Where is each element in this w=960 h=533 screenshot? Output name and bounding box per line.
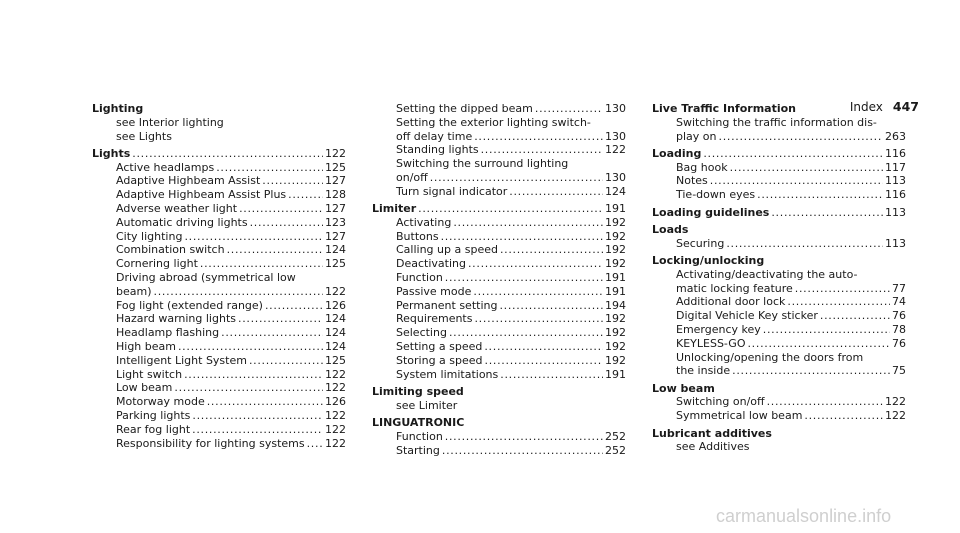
page-ref: 113 [885,236,906,250]
page-ref: 122 [885,409,906,423]
dot-leader [795,282,890,296]
dot-leader [473,285,603,299]
index-subentry-text: Setting the dipped beam [396,102,533,115]
index-term-text: Lighting [92,102,144,115]
dot-leader [154,285,324,299]
dot-leader [445,271,603,285]
index-subentry-text: City lighting [116,229,183,243]
index-term [652,206,906,220]
index-subentry [652,237,906,251]
dot-leader [474,130,603,144]
dot-leader [453,216,603,230]
index-term [652,223,906,237]
index-subentry [92,285,346,299]
index-subentry [92,161,346,175]
index-entry [652,382,906,423]
index-subentry-text: see Limiter [396,398,458,412]
page-ref: 192 [605,243,626,257]
index-column-2 [372,102,626,461]
dot-leader [418,202,603,216]
dot-leader [499,299,603,313]
index-subentry [92,368,346,382]
page-ref: 192 [605,257,626,271]
dot-leader [184,368,323,382]
index-subentry [92,130,346,144]
index-subentry-text: off delay time [396,129,473,143]
index-subentry-text: Activating/deactivating the auto- [676,267,858,281]
index-subentry-text: Notes [676,174,708,188]
dot-leader [239,202,323,216]
index-subentry [92,312,346,326]
index-subentry [652,351,906,365]
index-subentry-text: Storing a speed [396,353,483,367]
index-term [652,427,906,441]
page-ref: 191 [605,271,626,285]
page-ref: 124 [325,243,346,257]
index-term-text: Loading guidelines [652,205,770,219]
page-ref: 127 [325,202,346,216]
dot-leader [221,326,323,340]
index-subentry [92,174,346,188]
index-subentry [652,364,906,378]
index-subentry-text: Hazard warning lights [116,312,236,326]
dot-leader [227,243,323,257]
index-entry [652,147,906,202]
index-entry [92,102,346,143]
index-subentry-text: Switching on/off [676,395,765,409]
page-ref: 128 [325,188,346,202]
index-subentry [652,174,906,188]
index-subentry [652,130,906,144]
index-subentry-text: Function [396,271,443,285]
dot-leader [820,309,890,323]
index-subentry [92,243,346,257]
page-ref: 127 [325,229,346,243]
dot-leader [178,340,323,354]
index-term-text: Lubricant additives [652,426,772,440]
index-subentry [652,395,906,409]
index-term-text: Live Traffic Information [652,102,796,115]
page-ref: 127 [325,174,346,188]
index-term [652,382,906,396]
index-subentry-text: Symmetrical low beam [676,409,803,423]
dot-leader [265,299,323,313]
index-subentry [372,271,626,285]
dot-leader [249,354,323,368]
index-subentry [372,312,626,326]
index-subentry [652,337,906,351]
index-subentry [652,268,906,282]
index-subentry-text: Rear fog light [116,422,191,436]
page-ref: 125 [325,160,346,174]
index-subentry-text: Combination switch [116,243,225,257]
index-subentry [92,354,346,368]
index-subentry-text: Turn signal indicator [396,184,508,198]
page-ref: 113 [885,205,906,219]
index-subentry [92,437,346,451]
dot-leader [771,206,883,220]
page-ref: 116 [885,146,906,160]
page-ref: 192 [605,312,626,326]
page-ref: 122 [325,284,346,298]
index-subentry [372,399,626,413]
page-number: 447 [892,99,919,114]
index-subentry [372,143,626,157]
index-subentry [372,102,626,116]
page-ref: 78 [892,322,906,336]
dot-leader [726,237,883,251]
index-subentry [372,444,626,458]
index-subentry-text: Requirements [396,312,473,326]
index-term [652,102,906,116]
index-subentry-text: KEYLESS-GO [676,336,746,350]
page-ref: 122 [325,422,346,436]
index-subentry-text: Adaptive Highbeam Assist [116,174,261,188]
index-subentry [652,309,906,323]
dot-leader [441,230,603,244]
index-term-text: LINGUATRONIC [372,416,465,430]
index-subentry [372,116,626,130]
index-subentry-text: System limitations [396,367,499,381]
page-ref: 117 [885,160,906,174]
index-subentry [92,216,346,230]
index-subentry [92,340,346,354]
index-subentry-text: Selecting [396,326,447,340]
dot-leader [184,230,323,244]
dot-leader [192,409,323,423]
page-ref: 75 [892,364,906,378]
index-subentry-text: Bag hook [676,160,728,174]
page-ref: 77 [892,281,906,295]
index-subentry [652,295,906,309]
index-subentry [652,161,906,175]
dot-leader [430,171,603,185]
page-ref: 122 [605,143,626,157]
index-term-text: Lights [92,146,131,160]
index-subentry [372,185,626,199]
index-subentry [92,326,346,340]
index-entry [652,254,906,378]
page-ref: 125 [325,257,346,271]
index-subentry [372,230,626,244]
index-subentry-text: Adaptive Highbeam Assist Plus [116,188,287,202]
index-entry [652,206,906,220]
dot-leader [763,323,890,337]
index-subentry-text: Standing lights [396,143,479,157]
dot-leader [474,312,603,326]
dot-leader [500,243,603,257]
page-ref: 116 [885,188,906,202]
dot-leader [732,364,890,378]
index-subentry-text: Setting a speed [396,340,483,354]
index-subentry [372,285,626,299]
dot-leader [442,444,603,458]
dot-leader [468,257,603,271]
page-ref: 130 [605,102,626,115]
dot-leader [445,430,603,444]
page-ref: 252 [605,429,626,443]
index-subentry-text: Low beam [116,381,173,395]
page-ref: 124 [325,312,346,326]
index-subentry [372,171,626,185]
dot-leader [747,337,890,351]
page-ref: 126 [325,298,346,312]
index-entry [92,147,346,451]
dot-leader [485,354,603,368]
index-subentry-text: Headlamp flashing [116,326,220,340]
index-subentry-text: Activating [396,215,452,229]
dot-leader [703,147,883,161]
index-subentry [372,216,626,230]
page-ref: 126 [325,395,346,409]
index-subentry [92,271,346,285]
index-subentry-text: Adverse weather light [116,202,238,216]
dot-leader [192,423,323,437]
index-subentry-text: Switching the traffic information dis- [676,115,877,129]
dot-leader [449,326,603,340]
index-subentry [92,395,346,409]
dot-leader [216,161,323,175]
index-subentry-text: Parking lights [116,409,191,423]
index-subentry [652,188,906,202]
index-subentry-text: Additional door lock [676,295,786,309]
index-column-3 [652,102,906,458]
index-column-1 [92,102,346,454]
index-subentry-text: Starting [396,443,440,457]
index-term-text: Locking/unlocking [652,253,765,267]
page-ref: 122 [325,367,346,381]
page-ref: 194 [605,298,626,312]
index-subentry-text: Driving abroad (symmetrical low [116,271,296,285]
index-subentry-text: Automatic driving lights [116,215,248,229]
index-subentry-text: see Interior lighting [116,115,224,129]
index-entry [652,223,906,251]
index-subentry-text: Unlocking/opening the doors from [676,350,864,364]
page-ref: 124 [325,326,346,340]
index-subentry [92,381,346,395]
index-subentry-text: see Additives [676,440,750,454]
index-subentry [92,230,346,244]
page-ref: 122 [325,436,346,450]
dot-leader [200,257,323,271]
index-subentry [652,409,906,423]
page-ref: 125 [325,353,346,367]
page-ref: 191 [605,202,626,216]
index-subentry-text: Setting the exterior lighting switch- [396,115,591,129]
index-subentry-text: matic locking feature [676,281,793,295]
page-ref: 192 [605,215,626,229]
index-subentry [372,326,626,340]
page-ref: 191 [605,367,626,381]
index-subentry-text: Tie-down eyes [676,188,756,202]
page-ref: 191 [605,284,626,298]
page-ref: 122 [325,146,346,160]
dot-leader [174,381,323,395]
index-entry [372,102,626,199]
index-subentry [372,340,626,354]
dot-leader [787,295,890,309]
index-subentry [92,188,346,202]
index-term-text: Loading [652,146,702,160]
index-subentry [652,116,906,130]
index-subentry [372,130,626,144]
dot-leader [719,130,884,144]
page-ref: 263 [885,129,906,143]
index-subentry-text: Light switch [116,367,183,381]
watermark: carmanualsonline.info [716,506,892,526]
index-subentry [92,202,346,216]
page-ref: 122 [325,409,346,423]
index-subentry [372,354,626,368]
index-subentry-text: Passive mode [396,284,472,298]
page-ref: 74 [892,295,906,309]
dot-leader [250,216,323,230]
index-subentry [92,299,346,313]
index-subentry-text: Motorway mode [116,395,205,409]
page-ref: 113 [885,174,906,188]
index-entry [372,385,626,413]
index-subentry-text: Responsibility for lighting systems [116,436,305,450]
page-ref: 122 [885,395,906,409]
index-subentry [92,409,346,423]
page-ref: 124 [605,184,626,198]
header-label: Index [849,100,883,114]
dot-leader [500,368,603,382]
index-term-text: Limiting speed [372,384,464,398]
index-subentry-text: Intelligent Light System [116,353,247,367]
index-subentry [92,423,346,437]
index-term [92,102,346,116]
index-entry [652,427,906,455]
index-subentry [372,430,626,444]
index-subentry-text: Buttons [396,229,439,243]
index-subentry-text: Switching the surround lighting [396,157,569,171]
index-subentry [372,243,626,257]
index-subentry [372,368,626,382]
index-subentry [92,116,346,130]
index-subentry [92,257,346,271]
dot-leader [757,188,883,202]
dot-leader [207,395,323,409]
page-ref: 192 [605,340,626,354]
dot-leader [132,147,323,161]
index-subentry-text: Function [396,429,443,443]
index-term [652,254,906,268]
index-subentry [652,323,906,337]
dot-leader [307,437,323,451]
page-ref: 76 [892,309,906,323]
index-subentry-text: Cornering light [116,257,198,271]
index-subentry-text: Active headlamps [116,160,215,174]
index-subentry-text: the inside [676,364,731,378]
index-term-text: Loads [652,222,689,236]
index-term [372,385,626,399]
index-subentry-text: beam) [116,284,152,298]
index-term-text: Low beam [652,381,715,395]
page-ref: 252 [605,443,626,457]
index-term [652,147,906,161]
index-term [372,416,626,430]
page-ref: 130 [605,170,626,184]
page-ref: 123 [325,215,346,229]
index-subentry-text: play on [676,129,717,143]
index-subentry [652,282,906,296]
page-ref: 76 [892,336,906,350]
index-entry [372,202,626,381]
dot-leader [262,174,323,188]
index-subentry-text: on/off [396,170,428,184]
dot-leader [481,143,603,157]
index-subentry [652,440,906,454]
index-subentry-text: see Lights [116,129,172,143]
index-subentry-text: Calling up a speed [396,243,498,257]
page-ref: 192 [605,353,626,367]
dot-leader [535,102,603,116]
page-ref: 192 [605,326,626,340]
dot-leader [804,409,883,423]
index-subentry [372,157,626,171]
index-entry [652,102,906,143]
dot-leader [484,340,603,354]
dot-leader [730,161,883,175]
dot-leader [710,174,883,188]
dot-leader [238,312,323,326]
index-term [92,147,346,161]
index-subentry-text: Fog light (extended range) [116,298,263,312]
index-subentry-text: Permanent setting [396,298,498,312]
dot-leader [767,395,883,409]
index-subentry-text: Securing [676,236,725,250]
dot-leader [509,185,603,199]
index-subentry-text: Digital Vehicle Key sticker [676,309,818,323]
page-ref: 122 [325,381,346,395]
index-term-text: Limiter [372,202,417,216]
index-subentry-text: High beam [116,340,176,354]
index-subentry [372,299,626,313]
page-ref: 192 [605,229,626,243]
index-subentry-text: Deactivating [396,257,466,271]
page-ref: 130 [605,129,626,143]
index-entry [372,416,626,457]
page-ref: 124 [325,340,346,354]
index-term [372,202,626,216]
index-subentry-text: Emergency key [676,322,761,336]
dot-leader [288,188,323,202]
index-subentry [372,257,626,271]
